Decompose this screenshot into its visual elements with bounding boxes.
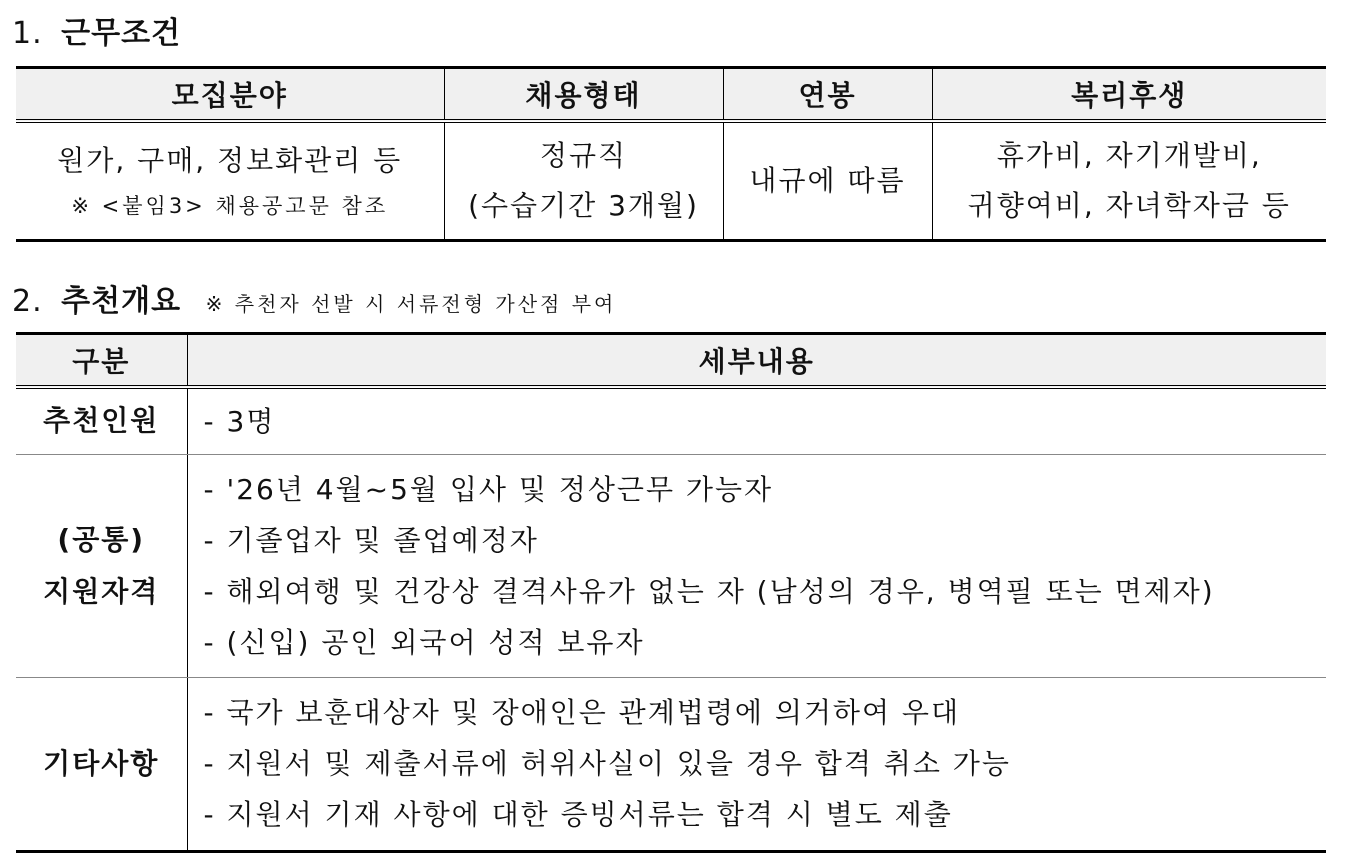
section-1-number: 1. [12, 16, 43, 51]
row-other-notes [16, 677, 1326, 851]
detail-item: - 지원서 기재 사항에 대한 증빙서류는 합격 시 별도 제출 [203, 798, 953, 831]
detail-item: - 국가 보훈대상자 및 장애인은 관계법령에 의거하여 우대 [203, 696, 961, 729]
header-salary: 연봉 [723, 68, 932, 122]
header-category: 구분 [16, 334, 187, 388]
cell-employment-type [444, 121, 723, 241]
working-conditions-table [16, 66, 1326, 242]
cell-salary: 내규에 따름 [723, 121, 932, 241]
detail-item: - '26년 4월~5월 입사 및 정상근무 가능자 [203, 472, 774, 506]
section-1-heading: 근무조건 [61, 16, 182, 51]
recommendation-table [16, 332, 1326, 853]
label-text: 기타사항 [43, 746, 160, 780]
section-2-note: ※ 추천자 선발 시 서류전형 가산점 부여 [205, 292, 617, 316]
row-eligibility [16, 454, 1326, 677]
field-text: 원가, 구매, 정보화관리 등 [57, 144, 403, 177]
welfare-line-2: 귀향여비, 자녀학자금 등 [967, 189, 1291, 222]
details-recommend-count [187, 387, 1326, 454]
detail-item: - 해외여행 및 건강상 결격사유가 없는 자 (남성의 경우, 병역필 또는 면제자) [203, 574, 1215, 608]
row-recommend-count [16, 387, 1326, 454]
recommendation-header-row [16, 334, 1326, 388]
details-eligibility [187, 454, 1326, 677]
detail-item: - 지원서 및 제출서류에 허위사실이 있을 경우 합격 취소 가능 [203, 747, 1011, 780]
employment-type-text: 정규직 [539, 139, 628, 172]
probation-text: (수습기간 3개월) [468, 189, 699, 222]
section-2-heading: 추천개요 [61, 284, 182, 319]
working-conditions-row [16, 121, 1326, 241]
section-1-title [12, 8, 181, 52]
label-text: 지원자격 [43, 574, 160, 608]
label-text: (공통) [57, 522, 146, 556]
detail-item: - 기졸업자 및 졸업예정자 [203, 523, 539, 557]
detail-item: - (신입) 공인 외국어 성적 보유자 [203, 625, 645, 659]
label-recommend-count [16, 387, 187, 454]
field-note: ※ <붙임3> 채용공고문 참조 [71, 194, 389, 218]
header-employment-type: 채용형태 [444, 68, 723, 122]
header-welfare: 복리후생 [932, 68, 1326, 122]
label-eligibility [16, 454, 187, 677]
cell-welfare [932, 121, 1326, 241]
detail-item: - 3명 [203, 404, 276, 438]
details-other-notes [187, 677, 1326, 851]
welfare-line-1: 휴가비, 자기개발비, [996, 139, 1262, 172]
header-field: 모집분야 [16, 68, 444, 122]
header-details: 세부내용 [187, 334, 1326, 388]
working-conditions-header-row [16, 68, 1326, 122]
label-text: 추천인원 [43, 404, 160, 438]
label-other-notes [16, 677, 187, 851]
section-2-title [12, 276, 616, 320]
cell-field [16, 121, 444, 241]
section-2-number: 2. [12, 284, 43, 319]
